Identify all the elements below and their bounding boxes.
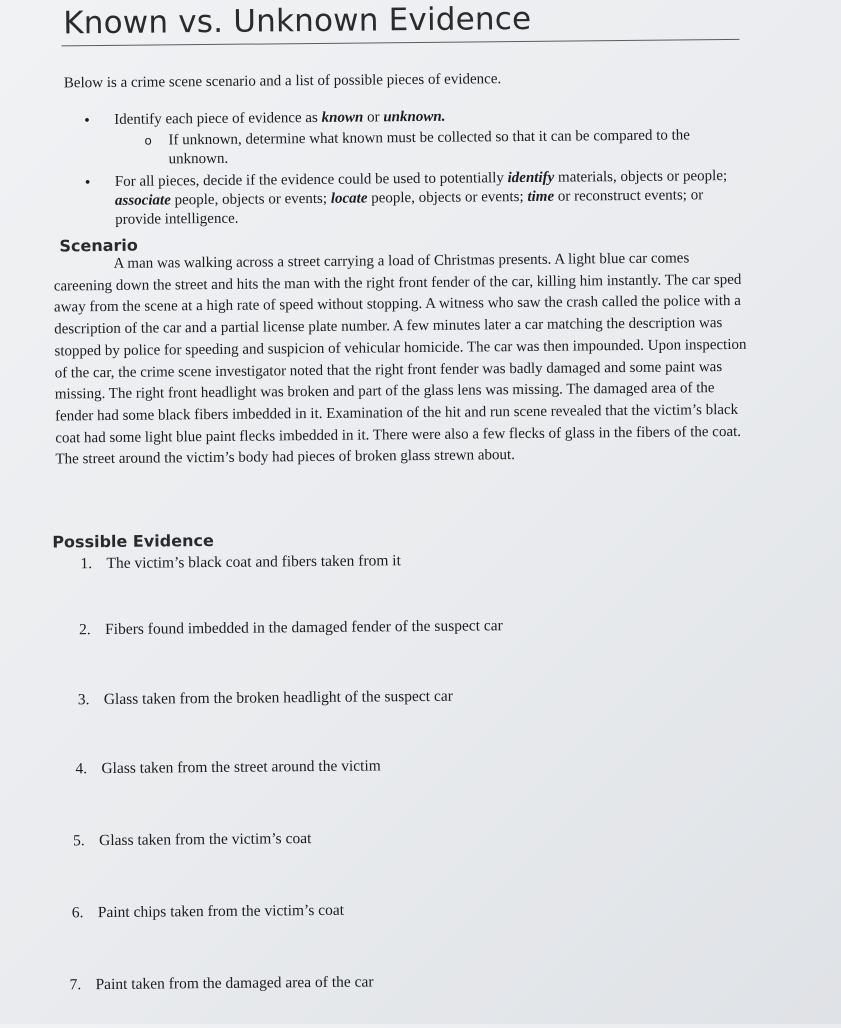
emphasis-associate: associate [114,192,171,209]
bullet-dot-icon: • [84,112,90,130]
evidence-text: Paint chips taken from the victim’s coat [97,901,345,922]
intro-text: Below is a crime scene scenario and a list of possible pieces of evidence. [63,71,502,92]
evidence-item [78,688,453,710]
emphasis-time: time [527,188,555,205]
evidence-item [69,973,373,994]
evidence-number: 6. [71,904,84,922]
instruction-subbullet [114,126,734,170]
evidence-text: Glass taken from the broken headlight of the suspect car [103,687,453,709]
bullet-2-text: materials, objects or people; [554,168,728,186]
emphasis-identify: identify [507,169,555,187]
evidence-number: 2. [79,621,91,639]
evidence-number: 7. [69,976,82,994]
evidence-text: Paint taken from the damaged area of the car [95,973,374,994]
bullet-2-text: people, objects or events; [170,190,331,209]
evidence-text: Glass taken from the street around the victim [101,757,381,778]
evidence-number: 5. [73,832,85,850]
bullet-2-text: For all pieces, decide if the evidence could be used to potentially [114,170,508,190]
evidence-text: Glass taken from the victim’s coat [99,830,312,850]
evidence-item [72,902,344,923]
evidence-text: Fibers found imbedded in the damaged fender of the suspect car [105,617,503,639]
evidence-heading: Possible Evidence [52,530,214,552]
bullet-1-text: Identify each piece of evidence as [114,109,322,128]
evidence-item [79,617,503,639]
bullet-dot-icon: • [84,174,91,192]
hollow-circle-bullet-icon: o [144,133,152,148]
emphasis-locate: locate [330,190,368,207]
instruction-bullet-1 [84,105,735,170]
evidence-number: 3. [77,691,90,709]
page-title: Known vs. Unknown Evidence [63,0,532,42]
evidence-number: 4. [75,760,88,778]
emphasis-unknown: unknown. [383,108,446,126]
scenario-heading: Scenario [59,235,138,256]
emphasis-known: known [321,109,364,126]
instruction-list [84,105,735,233]
instruction-bullet-2 [85,167,736,230]
evidence-text: The victim’s black coat and fibers taken from it [106,552,401,573]
evidence-item [80,552,401,573]
bullet-2-text: or reconstruct events; or provide intelligence. [115,187,704,228]
evidence-number: 1. [80,555,93,573]
bullet-1-connector: or [363,109,384,126]
bullet-2-text: people, objects or events; [367,188,528,207]
scenario-paragraph: A man was walking across a street carrying a load of Christmas presents. A light blue car comes careening down the street and hits the man with the right front fender of the car, killing him instantly. The car sped away from the scene at a high rate of speed without stopping. A witness who saw the crash called the police with a description of the car and a partial license plate number. A few minutes later a car matching the description was stopped by police for speeding and suspicion of vehicular homicide. The car was then impounded. Upon inspection of the car, the crime scene investigator noted that the right front fender was badly damaged and some paint was missing. The right front headlight was broken and part of the glass lens was missing. The damaged area of the fender had some black fibers imbedded in it. Examination of the hit and run scene revealed that the victim’s black coat had some light blue paint flecks imbedded in it. There were also a few flecks of glass in the fibers of the coat. The street around the victim’s body had pieces of broken glass strewn about. [53,250,747,468]
evidence-item [73,830,311,850]
subbullet-text: If unknown, determine what known must be collected so that it can be compared to the unknown. [168,127,690,168]
evidence-item [75,757,381,778]
